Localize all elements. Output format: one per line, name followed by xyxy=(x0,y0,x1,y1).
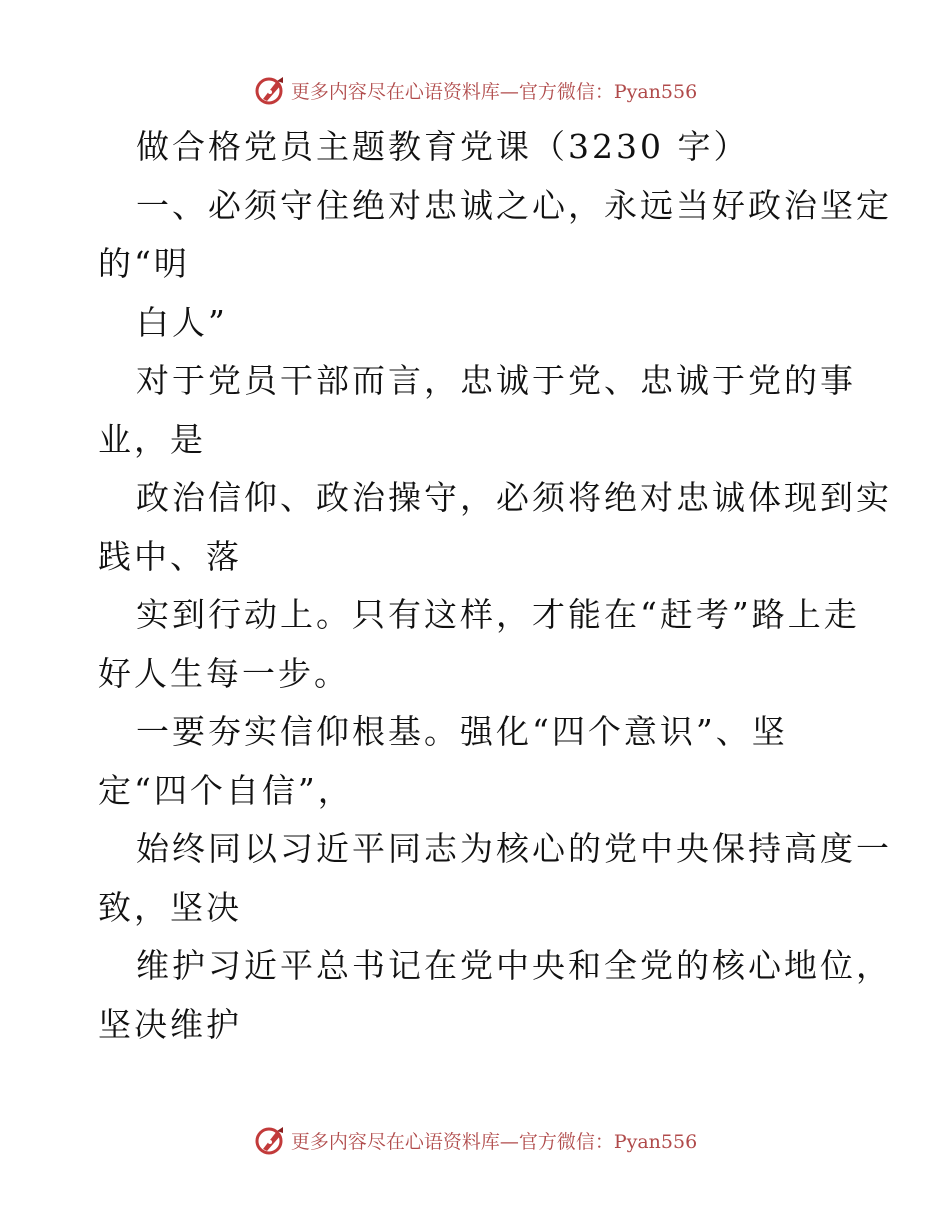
footer-banner xyxy=(0,1120,950,1160)
paragraph-line: 的“明 xyxy=(98,244,190,283)
paragraph-line: 始终同以习近平同志为核心的党中央保持高度一 xyxy=(136,829,892,868)
paragraph-line: 致，坚决 xyxy=(98,887,242,927)
paragraph-line: 一要夯实信仰根基。强化“四个意识”、坚 xyxy=(136,712,788,751)
paragraph-line: 一、必须守住绝对忠诚之心，永远当好政治坚定 xyxy=(136,185,892,225)
document-title: 做合格党员主题教育党课（3230 字） xyxy=(136,127,750,166)
pen-nib-circle-icon xyxy=(253,1123,287,1157)
paragraph-line: 维护习近平总书记在党中央和全党的核心地位， xyxy=(136,946,892,985)
paragraph-line: 业，是 xyxy=(98,419,206,459)
document-body xyxy=(98,118,892,1054)
header-banner xyxy=(0,70,950,110)
paragraph-line: 坚决维护 xyxy=(98,1004,242,1044)
header-banner-text: 更多内容尽在心语资料库—官方微信：Pyan556 xyxy=(290,80,698,103)
paragraph-line: 践中、落 xyxy=(98,536,242,576)
pen-nib-circle-icon xyxy=(253,73,287,107)
paragraph-line: 定“四个自信”， xyxy=(98,770,354,810)
paragraph-line: 对于党员干部而言，忠诚于党、忠诚于党的事 xyxy=(136,361,856,400)
paragraph-line: 实到行动上。只有这样，才能在“赶考”路上走 xyxy=(136,595,860,634)
footer-banner-text: 更多内容尽在心语资料库—官方微信：Pyan556 xyxy=(290,1130,698,1153)
paragraph-line: 白人” xyxy=(136,302,228,342)
paragraph-line: 好人生每一步。 xyxy=(98,653,350,693)
paragraph-line: 政治信仰、政治操守，必须将绝对忠诚体现到实 xyxy=(136,478,892,517)
